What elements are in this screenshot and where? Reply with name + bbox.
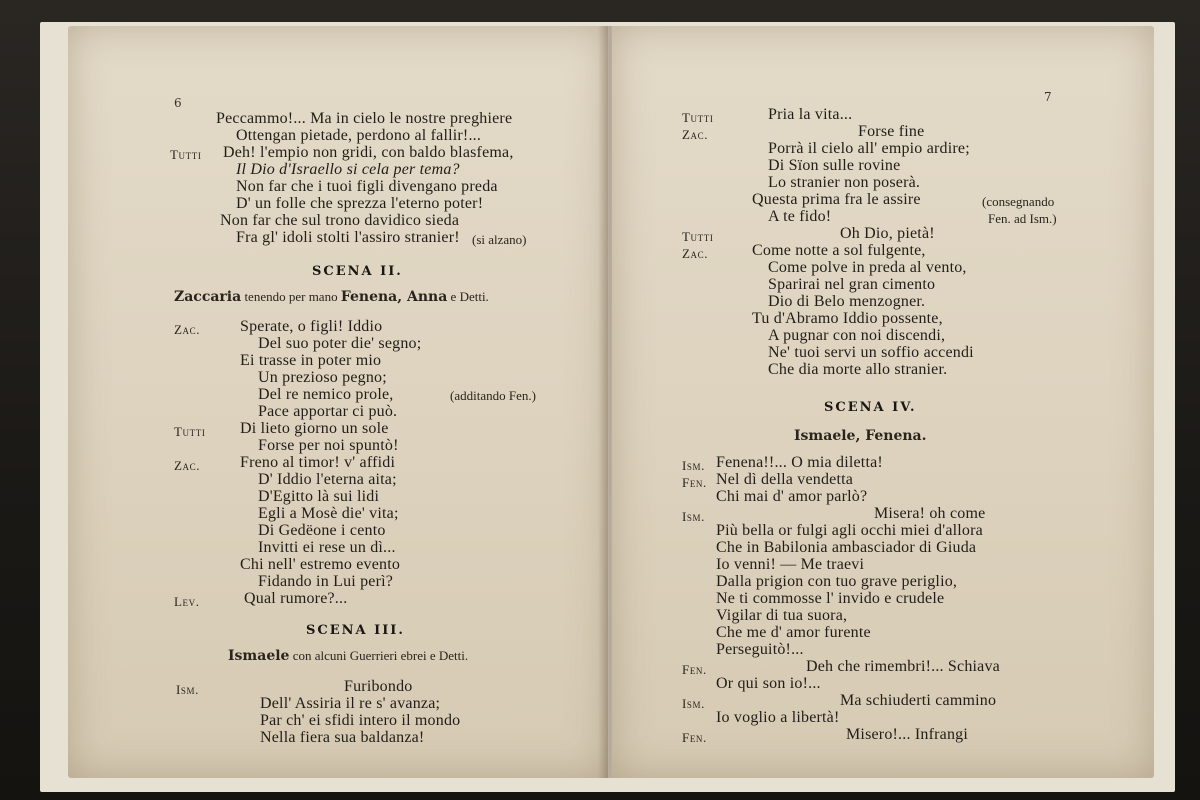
verse-line: Par ch' ei sfidi intero il mondo: [260, 712, 461, 729]
verse-line: Ottengan pietade, perdono al fallir!...: [236, 127, 482, 144]
verse-line: D' un folle che sprezza l'eterno poter!: [236, 195, 484, 212]
verse-line: Misera! oh come: [874, 505, 986, 522]
verse-line: Or qui son io!...: [716, 675, 821, 692]
verse-line: Fenena!!... O mia diletta!: [716, 454, 883, 471]
verse-line: Freno al timor! v' affidi: [240, 454, 396, 471]
verse-line: Egli a Mosè die' vita;: [258, 505, 399, 522]
verse-line: Questa prima fra le assire: [752, 191, 921, 208]
verse-line: Chi nell' estremo evento: [240, 556, 401, 573]
scene-cast: [794, 428, 927, 444]
scene-cast: [228, 648, 468, 664]
verse-line: D'Egitto là sui lidi: [258, 488, 380, 505]
verse-line: Oh Dio, pietà!: [840, 225, 935, 242]
page-number-right: 7: [1044, 90, 1052, 104]
page-number-left: 6: [174, 96, 182, 110]
verse-line: Nella fiera sua baldanza!: [260, 729, 425, 746]
scene-cast: [174, 289, 489, 305]
verse-line: Non far che i tuoi figli divengano preda: [236, 178, 498, 195]
verse-line: Un prezioso pegno;: [258, 369, 387, 386]
verse-line: Del suo poter die' segno;: [258, 335, 422, 352]
left-page: [68, 26, 608, 778]
speaker-label: Zac.: [174, 322, 201, 337]
verse-line: Sparirai nel gran cimento: [768, 276, 936, 293]
verse-line: Pria la vita...: [768, 106, 853, 123]
verse-line: Io voglio a libertà!: [716, 709, 840, 726]
speaker-label: Fen.: [682, 475, 707, 490]
verse-line: Ne ti commosse l' invido e crudele: [716, 590, 945, 607]
verse-line: Più bella or fulgi agli occhi miei d'allora: [716, 522, 983, 539]
speaker-label: Ism.: [682, 458, 705, 473]
verse-line: Io venni! — Me traevi: [716, 556, 865, 573]
speaker-label: Tutti: [682, 110, 714, 125]
verse-line: Chi mai d' amor parlò?: [716, 488, 868, 505]
scene-title: SCENA II.: [312, 264, 403, 279]
verse-line: Che me d' amor furente: [716, 624, 871, 641]
verse-line: Deh che rimembri!... Schiava: [806, 658, 1000, 675]
verse-line: Forse fine: [858, 123, 925, 140]
verse-line: Nel dì della vendetta: [716, 471, 854, 488]
speaker-label: Tutti: [682, 229, 714, 244]
stage-direction: (additando Fen.): [450, 388, 536, 403]
speaker-label: Ism.: [682, 509, 705, 524]
cast-name: Ismaele: [228, 648, 290, 664]
verse-line: Peccammo!... Ma in cielo le nostre preghiere: [216, 110, 513, 127]
verse-line: Pace apportar ci può.: [258, 403, 398, 420]
speaker-label: Fen.: [682, 730, 707, 745]
verse-line: A te fido!: [768, 208, 832, 225]
verse-line: Dio di Belo menzogner.: [768, 293, 926, 310]
cast-text: tenendo per mano: [241, 289, 341, 304]
verse-line: Ma schiuderti cammino: [840, 692, 997, 709]
verse-line: Che dia morte allo stranier.: [768, 361, 948, 378]
speaker-label: Zac.: [682, 246, 709, 261]
verse-line: Qual rumore?...: [244, 590, 348, 607]
verse-line: Del re nemico prole,: [258, 386, 394, 403]
cast-name: Ismaele, Fenena.: [794, 428, 927, 444]
verse-line: Come notte a sol fulgente,: [752, 242, 926, 259]
verse-line: Che in Babilonia ambasciador di Giuda: [716, 539, 977, 556]
speaker-label: Zac.: [682, 127, 709, 142]
right-page: [612, 26, 1154, 778]
verse-line: Vigilar di tua suora,: [716, 607, 848, 624]
speaker-label: Zac.: [174, 458, 201, 473]
speaker-label: Ism.: [682, 696, 705, 711]
stage-direction: (consegnando: [982, 194, 1055, 209]
speaker-label: Tutti: [170, 147, 202, 162]
verse-line: Come polve in preda al vento,: [768, 259, 967, 276]
verse-line: Porrà il cielo all' empio ardire;: [768, 140, 970, 157]
verse-line: Sperate, o figli! Iddio: [240, 318, 383, 335]
verse-line: Misero!... Infrangi: [846, 726, 968, 743]
verse-line: Di Gedëone i cento: [258, 522, 386, 539]
verse-line: Ne' tuoi servi un soffio accendi: [768, 344, 974, 361]
stage-direction: Fen. ad Ism.): [988, 211, 1057, 226]
cast-text: e Detti.: [447, 289, 489, 304]
cast-name: Fenena, Anna: [340, 289, 448, 305]
verse-line: Ei trasse in poter mio: [240, 352, 382, 369]
scene-title: SCENA IV.: [824, 400, 917, 415]
verse-line: Forse per noi spuntò!: [258, 437, 399, 454]
cast-text: con alcuni Guerrieri ebrei e Detti.: [289, 648, 469, 663]
verse-line: Il Dio d'Israello si cela per tema?: [236, 161, 460, 178]
verse-line: Perseguitò!...: [716, 641, 804, 658]
verse-line: Tu d'Abramo Iddio possente,: [752, 310, 943, 327]
speaker-label: Fen.: [682, 662, 707, 677]
verse-line: Furibondo: [344, 678, 413, 695]
verse-line: Lo stranier non poserà.: [768, 174, 921, 191]
cast-name: Zaccaria: [174, 289, 242, 305]
verse-line: A pugnar con noi discendi,: [768, 327, 946, 344]
verse-line: Dell' Assiria il re s' avanza;: [260, 695, 441, 712]
verse-line: Di lieto giorno un sole: [240, 420, 389, 437]
verse-line: Dalla prigion con tuo grave periglio,: [716, 573, 958, 590]
verse-line: Non far che sul trono davidico sieda: [220, 212, 460, 229]
verse-line: D' Iddio l'eterna aita;: [258, 471, 397, 488]
speaker-label: Tutti: [174, 424, 206, 439]
verse-line: Fra gl' idoli stolti l'assiro stranier!: [236, 229, 460, 246]
speaker-label: Ism.: [176, 682, 199, 697]
verse-line: Deh! l'empio non gridi, con baldo blasfema,: [223, 144, 514, 161]
verse-line: Fidando in Lui perì?: [258, 573, 394, 590]
speaker-label: Lev.: [174, 594, 200, 609]
scene-title: SCENA III.: [306, 623, 405, 638]
stage-direction: (si alzano): [472, 232, 527, 247]
verse-line: Di Sïon sulle rovine: [768, 157, 901, 174]
verse-line: Invitti ei rese un dì...: [258, 539, 396, 556]
